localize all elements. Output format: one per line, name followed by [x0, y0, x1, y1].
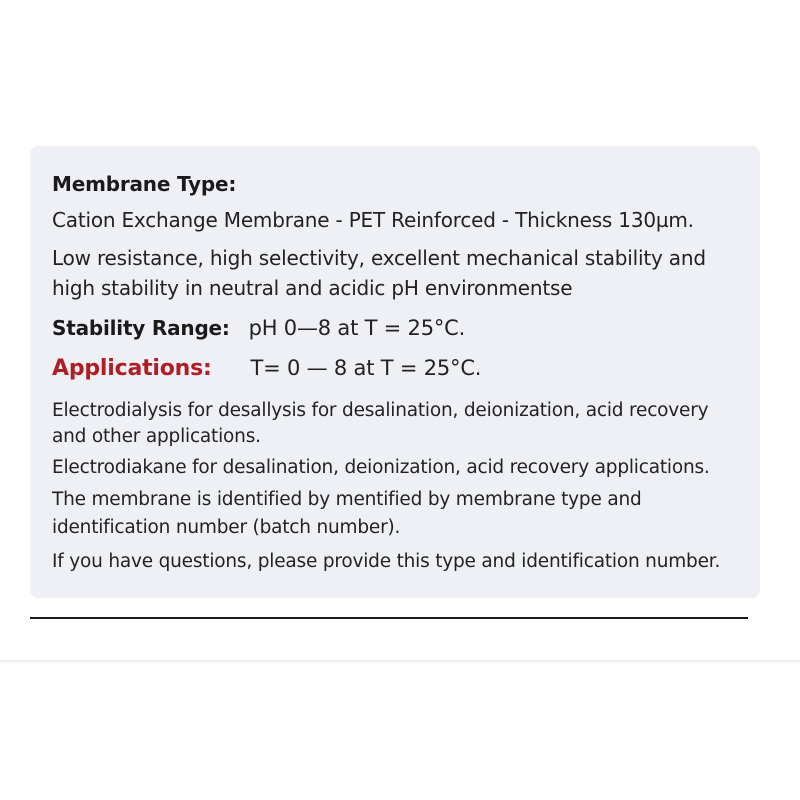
applications-row [52, 356, 481, 381]
identification-line-1: The membrane is identified by mentified by membrane type and [52, 489, 642, 510]
identification-line-2: identification number (batch number). [52, 517, 401, 538]
applications-value: T= 0 — 8 at T = 25°C. [250, 356, 482, 380]
stability-range-row [52, 316, 465, 340]
section-separator [0, 660, 800, 664]
applications-line-1: Electrodialysis for desallysis for desalination, deionization, acid recovery [52, 400, 709, 421]
applications-line-3: Electrodiakane for desalination, deionization, acid recovery applications. [52, 457, 710, 478]
membrane-type-value: Cation Exchange Membrane - PET Reinforced - Thickness 130µm. [52, 208, 694, 232]
description-line-1: Low resistance, high selectivity, excellent mechanical stability and [52, 246, 706, 270]
applications-label: Applications: [52, 356, 212, 381]
horizontal-divider [30, 617, 748, 619]
description-line-2: high stability in neutral and acidic pH environmentse [52, 276, 573, 300]
membrane-type-label: Membrane Type: [52, 172, 237, 196]
stability-range-value: pH 0—8 at T = 25°C. [248, 316, 466, 340]
stability-range-label: Stability Range: [52, 316, 230, 340]
questions-line: If you have questions, please provide this type and identification number. [52, 551, 721, 572]
info-card [30, 146, 760, 598]
applications-line-2: and other applications. [52, 426, 261, 447]
